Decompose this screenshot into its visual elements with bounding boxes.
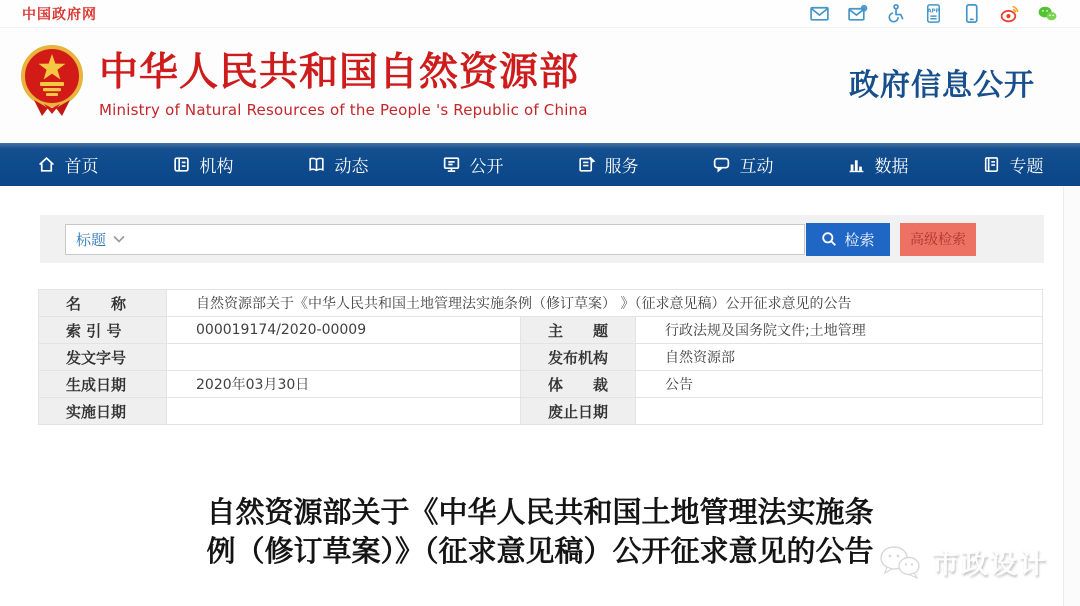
table-row [39, 290, 1043, 317]
nav-item-org[interactable] [135, 143, 270, 186]
advanced-search-button[interactable] [900, 223, 976, 256]
nav-item-service[interactable] [540, 143, 675, 186]
home-icon [37, 155, 56, 174]
site-header [0, 28, 1080, 143]
table-row [39, 398, 1043, 425]
meta-label-genre: 体 裁 [521, 371, 636, 398]
search-field-label: 标题 [76, 230, 107, 249]
table-row [39, 371, 1043, 398]
nav-item-news[interactable] [270, 143, 405, 186]
national-emblem [20, 42, 84, 122]
document-title: 自然资源部关于《中华人民共和国土地管理法实施条例（修订草案）》（征求意见稿）公开征求意见的公告 [206, 495, 874, 568]
nav-item-interact[interactable] [675, 143, 810, 186]
table-row [39, 344, 1043, 371]
scrollbar[interactable] [1063, 186, 1080, 606]
document-meta-table [38, 289, 1043, 425]
nav-label: 机构 [199, 157, 234, 177]
ministry-title-cn: 中华人民共和国自然资源部 [99, 50, 580, 95]
org-icon [172, 155, 191, 174]
meta-value-agency: 自然资源部 [636, 344, 1043, 371]
meta-label-topic: 主 题 [521, 317, 636, 344]
chevron-down-icon [113, 235, 125, 243]
ministry-title-en: Ministry of Natural Resources of the People 's Republic of China [99, 101, 588, 119]
table-row [39, 317, 1043, 344]
meta-value-repeal [636, 398, 1043, 425]
subscribe-mail-icon[interactable] [847, 3, 868, 24]
top-icon-row [809, 3, 1058, 24]
meta-label-docno: 发文字号 [39, 344, 167, 371]
meta-value-name: 自然资源部关于《中华人民共和国土地管理法实施条例（修订草案） 》（征求意见稿）公开征求意见的公告 [167, 290, 1043, 317]
weibo-icon[interactable] [999, 3, 1020, 24]
meta-value-genre: 公告 [636, 371, 1043, 398]
service-icon [577, 155, 596, 174]
svg-text:APP: APP [927, 8, 940, 15]
nav-label: 服务 [604, 157, 639, 177]
search-button-label: 检索 [844, 231, 875, 249]
wechat-bubbles-icon [879, 544, 923, 580]
meta-label-effective: 实施日期 [39, 398, 167, 425]
advanced-search-label: 高级检索 [910, 231, 966, 247]
meta-label-repeal: 废止日期 [521, 398, 636, 425]
content-area [0, 186, 1080, 606]
gov-portal-link[interactable]: 中国政府网 [22, 6, 97, 23]
section-title-disclosure: 政府信息公开 [849, 68, 1035, 103]
search-button[interactable] [806, 223, 890, 256]
nav-label: 互动 [739, 157, 774, 177]
nav-item-data[interactable] [810, 143, 945, 186]
disclosure-icon [442, 155, 461, 174]
interact-icon [712, 155, 731, 174]
nav-item-topics[interactable] [945, 143, 1080, 186]
nav-label: 数据 [874, 157, 909, 177]
nav-label: 动态 [334, 157, 369, 177]
meta-label-name: 名 称 [39, 290, 167, 317]
header-titles [99, 50, 588, 119]
meta-value-created: 2020年03月30日 [167, 371, 521, 398]
watermark-text: 市政设计 [932, 549, 1048, 580]
mail-icon[interactable] [809, 3, 830, 24]
meta-label-index: 索 引 号 [39, 317, 167, 344]
nav-label: 专题 [1009, 157, 1044, 177]
wechat-icon[interactable] [1037, 3, 1058, 24]
search-field-dropdown[interactable] [76, 229, 125, 250]
nav-label: 公开 [469, 157, 504, 177]
search-panel [40, 215, 1044, 263]
nav-item-disclosure[interactable] [405, 143, 540, 186]
watermark [879, 542, 1048, 581]
meta-value-index: 000019174/2020-00009 [167, 317, 521, 344]
news-icon [307, 155, 326, 174]
app-icon[interactable] [923, 3, 944, 24]
mobile-icon[interactable] [961, 3, 982, 24]
top-bar [0, 0, 1080, 28]
meta-label-agency: 发布机构 [521, 344, 636, 371]
data-icon [847, 155, 866, 174]
nav-label: 首页 [64, 157, 99, 177]
meta-value-topic: 行政法规及国务院文件;土地管理 [636, 317, 1043, 344]
search-input[interactable] [65, 224, 805, 255]
accessibility-icon[interactable] [885, 3, 906, 24]
search-icon [821, 231, 837, 247]
meta-value-docno [167, 344, 521, 371]
topics-icon [982, 155, 1001, 174]
main-nav [0, 143, 1080, 186]
meta-label-created: 生成日期 [39, 371, 167, 398]
meta-value-effective [167, 398, 521, 425]
nav-item-home[interactable] [0, 143, 135, 186]
